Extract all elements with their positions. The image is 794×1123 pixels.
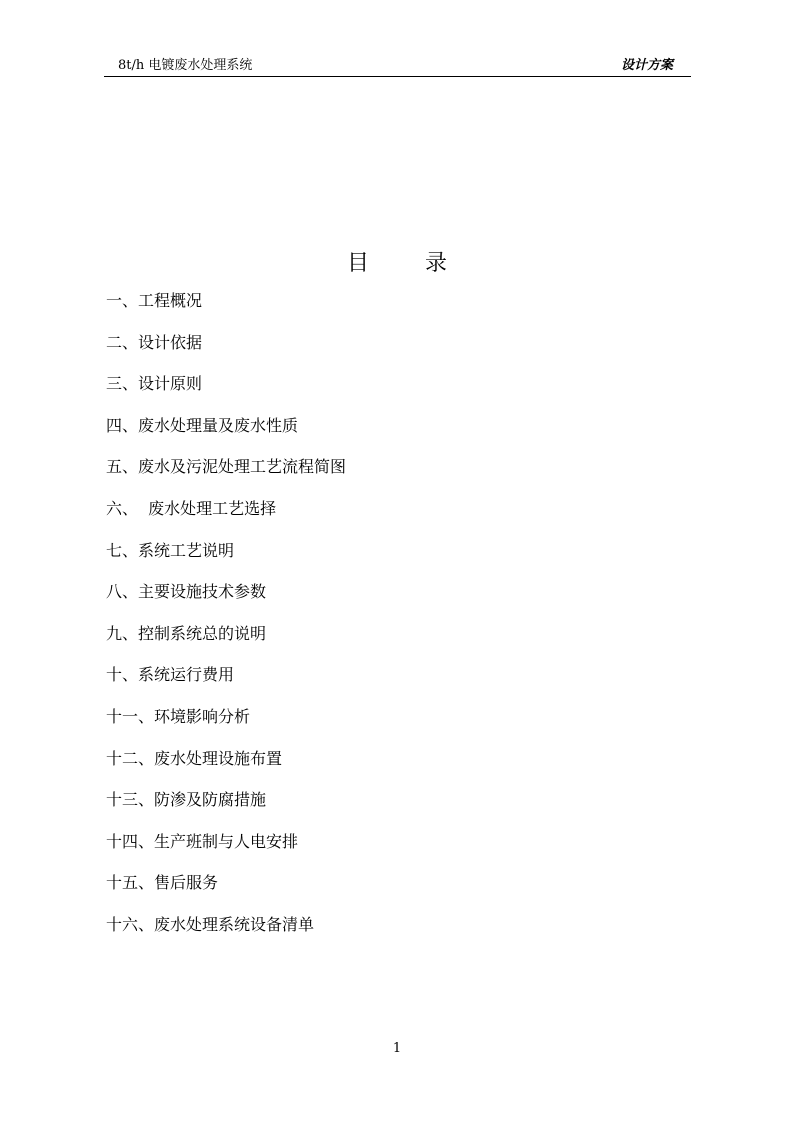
toc-item-1: 一、工程概况	[106, 291, 203, 310]
toc-item-12: 十二、废水处理设施布置	[106, 748, 283, 768]
toc-item-13: 十三、防渗及防腐措施	[106, 790, 267, 810]
toc-item-6: 六、 废水处理工艺选择	[106, 498, 277, 518]
header-document-title: 8t/h 电镀废水处理系统	[118, 58, 253, 73]
toc-item-8: 八、主要设施技术参数	[106, 582, 267, 602]
toc-item-7: 七、系统工艺说明	[106, 540, 235, 560]
header-divider	[104, 76, 691, 77]
toc-item-2: 二、设计依据	[106, 332, 203, 352]
toc-title: 目 录	[347, 251, 447, 276]
toc-item-11: 十一、环境影响分析	[106, 706, 251, 726]
toc-item-15: 十五、售后服务	[106, 873, 219, 893]
toc-item-5: 五、废水及污泥处理工艺流程简图	[106, 457, 347, 477]
header-document-type: 设计方案	[620, 58, 673, 73]
toc-item-14: 十四、生产班制与人电安排	[106, 831, 299, 851]
page-header	[104, 57, 691, 77]
toc-item-4: 四、废水处理量及废水性质	[106, 415, 299, 435]
table-of-contents	[106, 288, 346, 954]
toc-item-10: 十、系统运行费用	[106, 665, 235, 685]
page-number: 1	[392, 1041, 402, 1056]
toc-item-9: 九、控制系统总的说明	[106, 623, 267, 643]
toc-item-16: 十六、废水处理系统设备清单	[106, 914, 315, 934]
toc-item-3: 三、设计原则	[106, 374, 203, 394]
